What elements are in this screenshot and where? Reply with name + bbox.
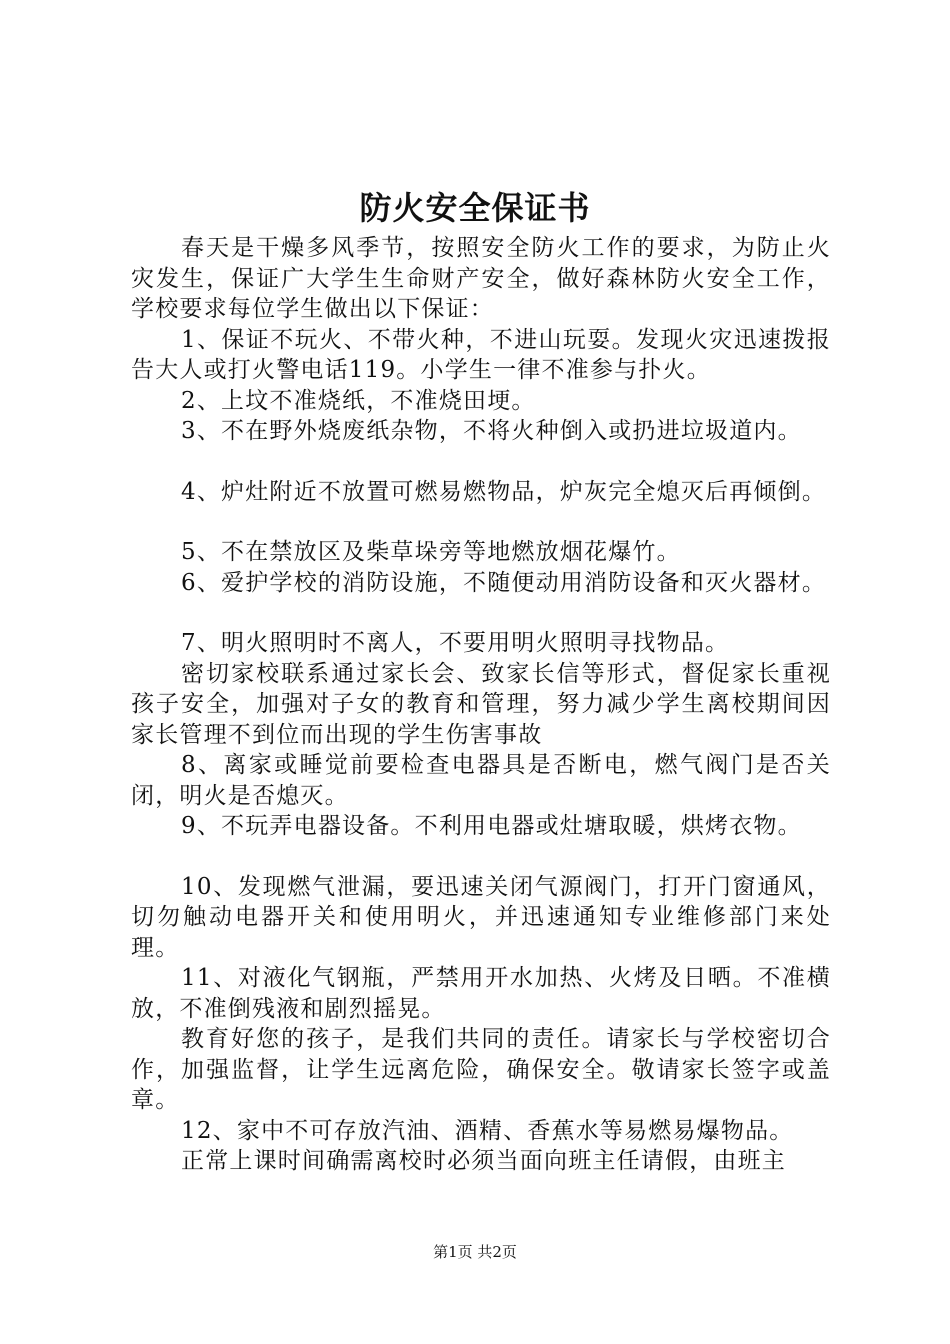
paragraph-intro: 春天是干燥多风季节，按照安全防火工作的要求，为防止火灾发生，保证广大学生生命财产安全，做好森林防火安全工作，学校要求每位学生做出以下保证： xyxy=(131,235,831,322)
paragraph-item-5: 5、不在禁放区及柴草垛旁等地燃放烟花爆竹。 xyxy=(181,539,681,565)
paragraph-item-3: 3、不在野外烧废纸杂物，不将火种倒入或扔进垃圾道内。 xyxy=(181,418,802,444)
paragraph-item-4: 4、炉灶附近不放置可燃易燃物品，炉灰完全熄灭后再倾倒。 xyxy=(181,478,827,505)
paragraph-item-2: 2、上坟不准烧纸，不准烧田埂。 xyxy=(181,387,536,414)
paragraph-item-7: 7、明火照明时不离人，不要用明火照明寻找物品。 xyxy=(181,630,730,656)
document-title: 防火安全保证书 xyxy=(359,189,591,227)
paragraph-item-10: 10、发现燃气泄漏，要迅速关闭气源阀门，打开门窗通风，切勿触动电器开关和使用明火，并迅速通知专业维修部门来处理。 xyxy=(131,873,831,961)
paragraph-parent-note: 教育好您的孩子，是我们共同的责任。请家长与学校密切合作，加强监督，让学生远离危险，确保安全。敬请家长签字或盖章。 xyxy=(131,1026,831,1113)
paragraph-home-school: 密切家校联系通过家长会、致家长信等形式，督促家长重视孩子安全，加强对子女的教育和管理，努力减少学生离校期间因家长管理不到位而出现的学生伤害事故 xyxy=(131,660,831,748)
paragraph-item-11: 11、对液化气钢瓶，严禁用开水加热、火烤及日晒。不准横放，不准倒残液和剧烈摇晃。 xyxy=(131,965,831,1022)
paragraph-item-8: 8、离家或睡觉前要检查电器具是否断电，燃气阀门是否关闭，明火是否熄灭。 xyxy=(131,752,831,809)
document-body xyxy=(131,233,831,1177)
paragraph-item-6: 6、爱护学校的消防设施，不随便动用消防设备和灭火器材。 xyxy=(181,569,827,596)
page-indicator: 第1页 共2页 xyxy=(433,1243,517,1261)
paragraph-item-12: 12、家中不可存放汽油、酒精、香蕉水等易燃易爆物品。 xyxy=(181,1117,794,1144)
paragraph-leave-rule: 正常上课时间确需离校时必须当面向班主任请假，由班主 xyxy=(181,1148,786,1174)
paragraph-item-9: 9、不玩弄电器设备。不利用电器或灶塘取暖，烘烤衣物。 xyxy=(181,813,802,839)
paragraph-item-1: 1、保证不玩火、不带火种，不进山玩耍。发现火灾迅速拨报告大人或打火警电话119。小学生一律不准参与扑火。 xyxy=(131,326,831,383)
